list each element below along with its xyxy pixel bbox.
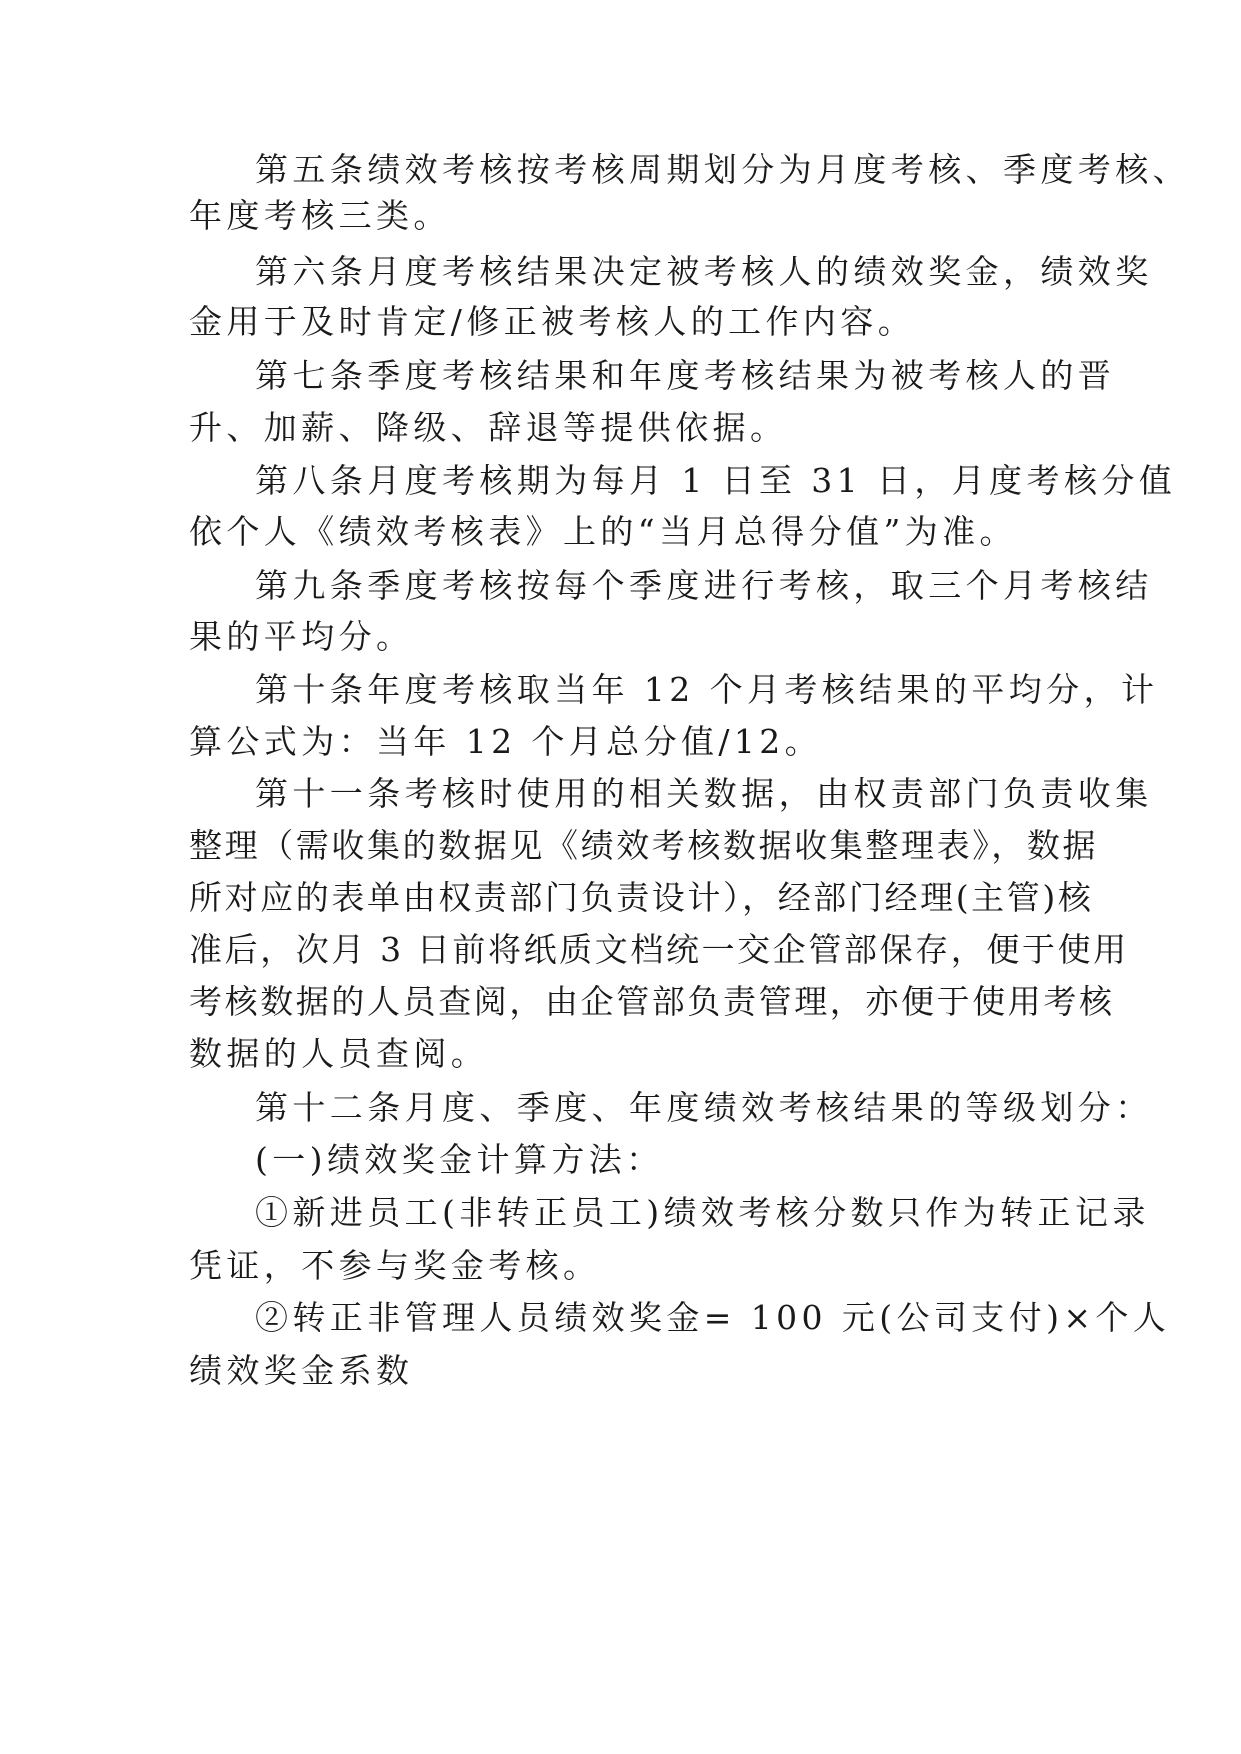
article-9-line-1: 第九条季度考核按每个季度进行考核，取三个月考核结: [255, 566, 1153, 605]
article-12-line-1: 第十二条月度、季度、年度绩效考核结果的等级划分：: [255, 1088, 1153, 1127]
article-11-line-6: 数据的人员查阅。: [189, 1034, 489, 1073]
article-11-line-3: 所对应的表单由权责部门负责设计），经部门经理(主管)核: [189, 878, 1094, 917]
item-2-line-2: 绩效奖金系数: [189, 1351, 414, 1390]
article-7-line-1: 第七条季度考核结果和年度考核结果为被考核人的晋: [255, 356, 1116, 395]
article-8-line-1: 第八条月度考核期为每月 1 日至 31 日，月度考核分值: [255, 461, 1177, 500]
article-9-line-2: 果的平均分。: [189, 617, 414, 656]
item-1-line-1: ①新进员工(非转正员工)绩效考核分数只作为转正记录: [255, 1193, 1150, 1232]
article-11-line-2: 整理（需收集的数据见《绩效考核数据收集整理表》，数据: [189, 826, 1099, 865]
article-11-line-1: 第十一条考核时使用的相关数据，由权责部门负责收集: [255, 774, 1153, 813]
article-6-line-1: 第六条月度考核结果决定被考核人的绩效奖金，绩效奖: [255, 252, 1153, 291]
article-6-line-2: 金用于及时肯定/修正被考核人的工作内容。: [189, 302, 916, 341]
article-10-line-2: 算公式为：当年 12 个月总分值/12。: [189, 722, 823, 761]
article-8-line-2: 依个人《绩效考核表》上的“当月总得分值”为准。: [189, 512, 1017, 551]
article-11-line-5: 考核数据的人员查阅，由企管部负责管理，亦便于使用考核: [189, 982, 1115, 1021]
article-11-line-4: 准后，次月 3 日前将纸质文档统一交企管部保存，便于使用: [189, 930, 1129, 969]
section-1-heading: (一)绩效奖金计算方法：: [255, 1140, 664, 1179]
article-10-line-1: 第十条年度考核取当年 12 个月考核结果的平均分，计: [255, 670, 1159, 709]
article-7-line-2: 升、加薪、降级、辞退等提供依据。: [189, 408, 788, 447]
article-5-line-2: 年度考核三类。: [189, 196, 451, 235]
article-5-line-1: 第五条绩效考核按考核周期划分为月度考核、季度考核、: [255, 150, 1190, 189]
item-1-line-2: 凭证，不参与奖金考核。: [189, 1246, 601, 1285]
item-2-line-1: ②转正非管理人员绩效奖金= 100 元(公司支付)×个人: [255, 1298, 1171, 1337]
